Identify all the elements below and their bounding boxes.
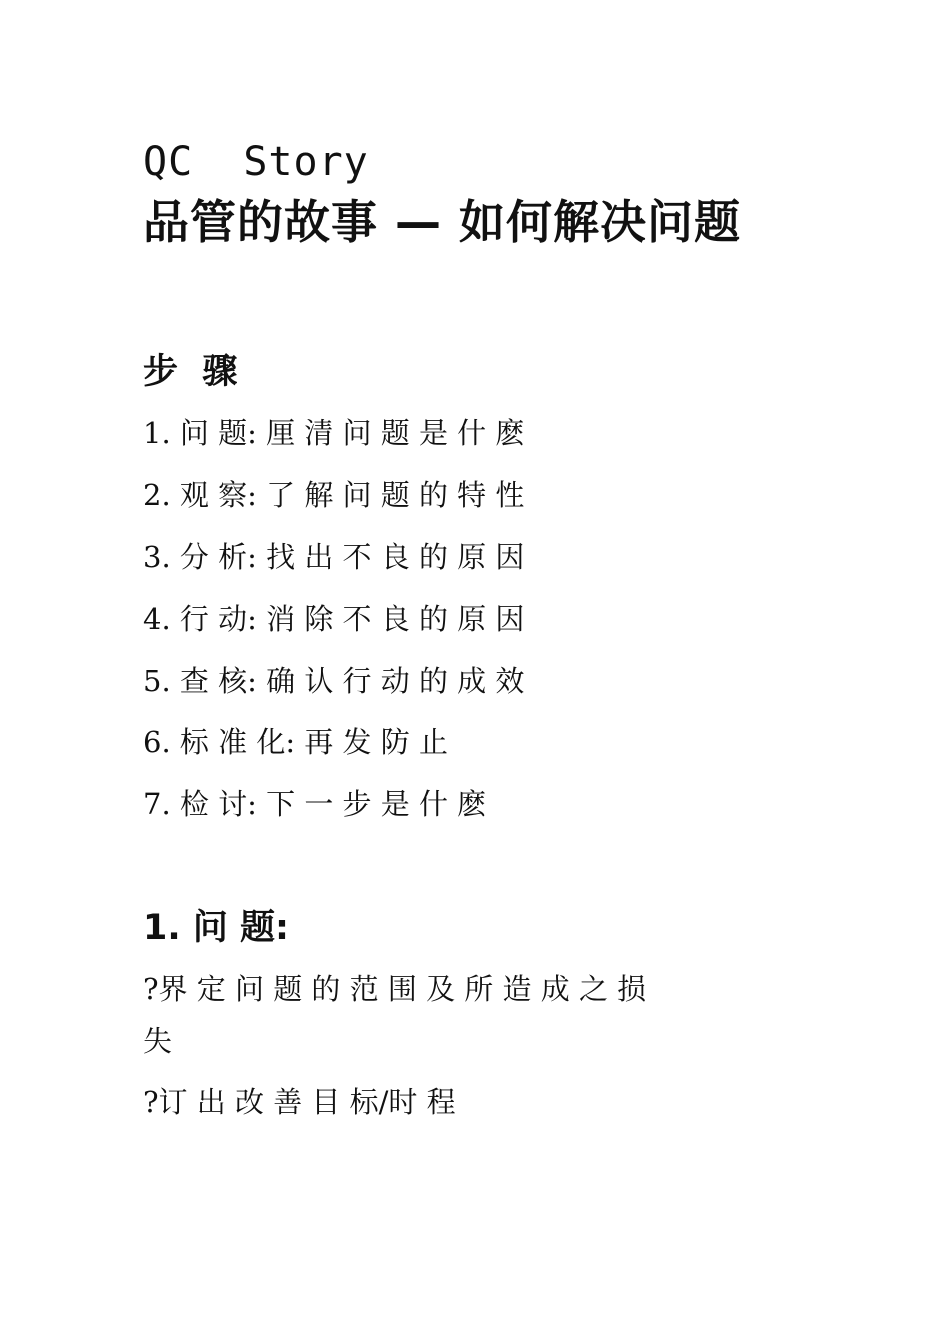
step-item-3: 3. 分 析: 找 出 不 良 的 原 因 — [143, 540, 525, 574]
steps-heading: 步 骤 — [143, 352, 238, 392]
title-chinese: 品管的故事 — 如何解决问题 — [143, 195, 742, 249]
step-item-5: 5. 查 核: 确 认 行 动 的 成 效 — [143, 664, 525, 698]
step-item-2: 2. 观 察: 了 解 问 题 的 特 性 — [143, 478, 525, 512]
step-item-7: 7. 检 讨: 下 一 步 是 什 麽 — [143, 787, 487, 821]
step-item-1: 1. 问 题: 厘 清 问 题 是 什 麽 — [143, 416, 525, 450]
problem-section-heading: 1. 问 题: — [143, 908, 290, 948]
step-item-6: 6. 标 准 化: 再 发 防 止 — [143, 725, 448, 759]
step-item-4: 4. 行 动: 消 除 不 良 的 原 因 — [143, 602, 525, 636]
problem-bullet-2: ?订 出 改 善 目 标/时 程 — [143, 1085, 456, 1119]
problem-bullet-1-continuation: 失 — [143, 1024, 173, 1058]
title-english: QC Story — [143, 139, 369, 185]
problem-bullet-1: ?界 定 问 题 的 范 围 及 所 造 成 之 损 — [143, 972, 647, 1006]
